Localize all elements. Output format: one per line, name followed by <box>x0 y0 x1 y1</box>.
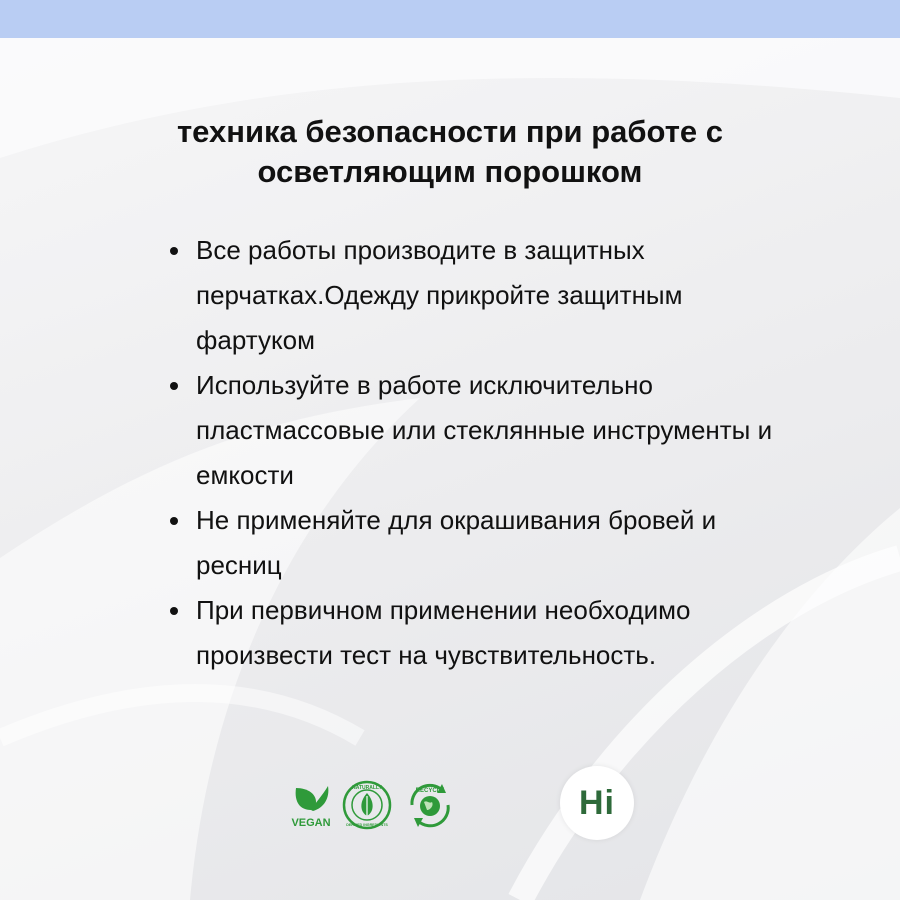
list-item <box>160 228 800 363</box>
rule-text: Все работы производите в защитных перчатках.Одежду прикройте защитным фартуком <box>196 235 683 355</box>
bullet-icon <box>170 382 178 390</box>
rule-text: Не применяйте для окрашивания бровей и ресниц <box>196 505 717 580</box>
page-title: техника безопасности при работе с осветляющим порошком <box>176 114 723 189</box>
natural-ingredients-badge <box>342 780 392 835</box>
svg-text:NATURALLY: NATURALLY <box>352 785 382 791</box>
bullet-icon <box>170 607 178 615</box>
list-item <box>160 363 800 498</box>
top-accent-bar <box>0 0 900 38</box>
list-item <box>160 588 800 678</box>
bullet-icon <box>170 517 178 525</box>
svg-text:DERIVED INGREDIENTS: DERIVED INGREDIENTS <box>346 823 388 827</box>
safety-rules-list <box>160 228 800 678</box>
rule-text: При первичном применении необходимо произвести тест на чувствительность. <box>196 595 691 670</box>
list-item <box>160 498 800 588</box>
rule-text: Используйте в работе исключительно пластмассовые или стеклянные инструменты и емкости <box>196 370 773 490</box>
svg-text:VEGAN: VEGAN <box>291 817 331 829</box>
vegan-badge <box>286 780 336 835</box>
recycle-globe-icon <box>402 780 458 830</box>
brand-logo-text: Hi <box>579 784 615 822</box>
leaf-seal-icon <box>342 780 392 830</box>
brand-logo <box>560 766 634 840</box>
leaf-icon <box>286 780 336 830</box>
bullet-icon <box>170 247 178 255</box>
recycle-badge <box>402 780 458 835</box>
svg-text:RECYCLE: RECYCLE <box>415 788 445 794</box>
